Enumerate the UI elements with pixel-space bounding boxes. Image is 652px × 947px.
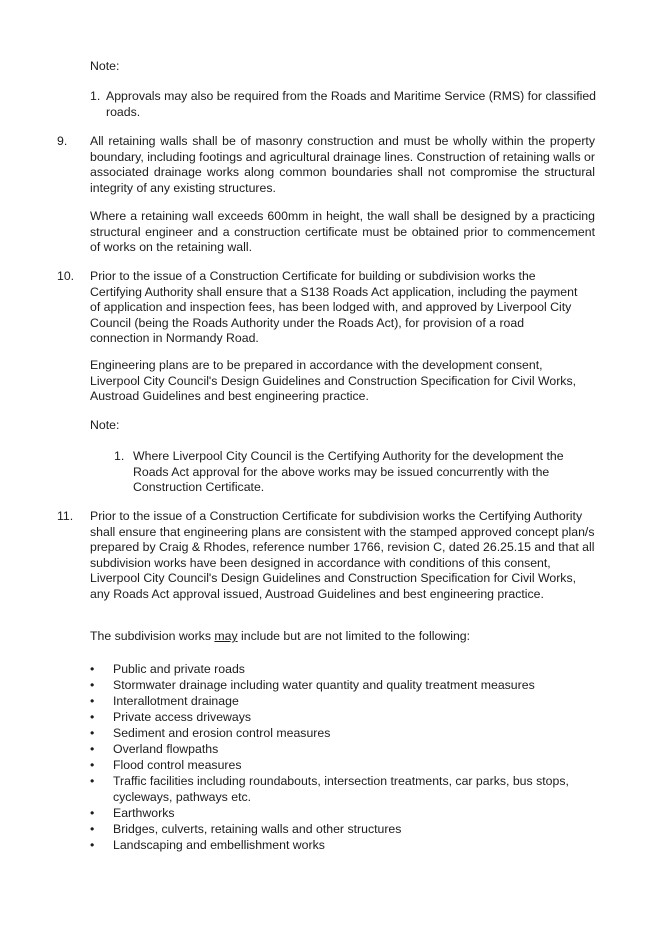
subdivision-works-list: [88, 661, 578, 853]
condition-10-note-label: Note:: [90, 418, 120, 432]
list-item: [88, 725, 578, 741]
list-item: [88, 821, 578, 837]
list-item-text: Traffic facilities including roundabouts, intersection treatments, car parks, bus stops, cycleways, pathways etc.: [113, 774, 569, 804]
condition-10-note-item-text: Where Liverpool City Council is the Certifying Authority for the development the Roads Act approval for the above works may be issued concurrently with the Construction Certificate.: [133, 449, 564, 494]
condition-10-note-item-number: 1.: [114, 449, 125, 463]
bullet-icon: •: [90, 742, 95, 756]
list-item-text: Overland flowpaths: [113, 742, 219, 756]
list-item: [88, 773, 578, 805]
list-item: [88, 805, 578, 821]
bullet-icon: •: [90, 822, 95, 836]
condition-9-paragraph-2: Where a retaining wall exceeds 600mm in height, the wall shall be designed by a practicing structural engineer and a construction certificate must be obtained prior to commencement of works on the retaining wall.: [90, 209, 595, 254]
condition-10-number: 10.: [57, 269, 75, 283]
bullet-icon: •: [90, 758, 95, 772]
bullet-icon: •: [90, 678, 95, 692]
intro-note-item-number: 1.: [90, 89, 101, 103]
bullet-icon: •: [90, 774, 95, 788]
list-intro-before: The subdivision works: [90, 629, 215, 643]
list-item-text: Flood control measures: [113, 758, 242, 772]
condition-11-list-intro: [90, 629, 595, 645]
condition-9-number: 9.: [57, 134, 68, 148]
bullet-icon: •: [90, 694, 95, 708]
list-item: [88, 693, 578, 709]
condition-10-paragraph-1: Prior to the issue of a Construction Certificate for building or subdivision works the Certifying Authority shall ensure that a S138 Roads Act application, including the payment of application and inspection fees, has been lodged with, and approved by Liverpool City Council (being the Roads Authority under the Roads Act), for provision of a road connection in Normandy Road.: [90, 269, 578, 345]
list-item: [88, 709, 578, 725]
intro-note-item-text: [106, 89, 596, 120]
list-item: [88, 661, 578, 677]
list-item-text: Bridges, culverts, retaining walls and other structures: [113, 822, 402, 836]
list-item: [88, 677, 578, 693]
condition-9-paragraph-1: All retaining walls shall be of masonry construction and must be wholly within the property boundary, including footings and agricultural drainage lines. Construction of retaining walls or associated drainage works along common boundaries shall not compromise the structural integrity of any existing structures.: [90, 134, 595, 195]
list-item-text: Stormwater drainage including water quantity and quality treatment measures: [113, 678, 535, 692]
bullet-icon: •: [90, 838, 95, 852]
list-item: [88, 741, 578, 757]
list-intro-after: include but are not limited to the following:: [237, 629, 471, 643]
list-item-text: Private access driveways: [113, 710, 252, 724]
bullet-icon: •: [90, 726, 95, 740]
bullet-icon: •: [90, 710, 95, 724]
bullet-icon: •: [90, 806, 95, 820]
condition-11-paragraph-1: Prior to the issue of a Construction Certificate for subdivision works the Certifying Authority shall ensure that engineering plans are consistent with the stamped approved concept plan/s prepared by Craig & Rhodes, reference number 1766, revision C, dated 26.25.15 and that all subdivision works have been designed in accordance with conditions of this consent, Liverpool City Council's Design Guidelines and Construction Specification for Civil Works, any Roads Act approval issued, Austroad Guidelines and best engineering practice.: [90, 509, 595, 601]
list-item-text: Sediment and erosion control measures: [113, 726, 331, 740]
intro-note-label: Note:: [90, 59, 120, 73]
list-item-text: Landscaping and embellishment works: [113, 838, 325, 852]
intro-note-item-text-content: Approvals may also be required from the Roads and Maritime Service (RMS) for classified roads.: [106, 89, 597, 119]
list-item-text: Earthworks: [113, 806, 175, 820]
bullet-icon: •: [90, 662, 95, 676]
list-item: [88, 757, 578, 773]
list-intro-emphasis: may: [214, 629, 238, 643]
condition-10-paragraph-2: Engineering plans are to be prepared in accordance with the development consent, Liverpool City Council's Design Guidelines and Construction Specification for Civil Works, Austroad Guidelines and best engineering practice.: [90, 358, 577, 403]
list-item-text: Interallotment drainage: [113, 694, 239, 708]
list-item: [88, 837, 578, 853]
condition-11-number: 11.: [57, 509, 74, 523]
list-item-text: Public and private roads: [113, 662, 245, 676]
